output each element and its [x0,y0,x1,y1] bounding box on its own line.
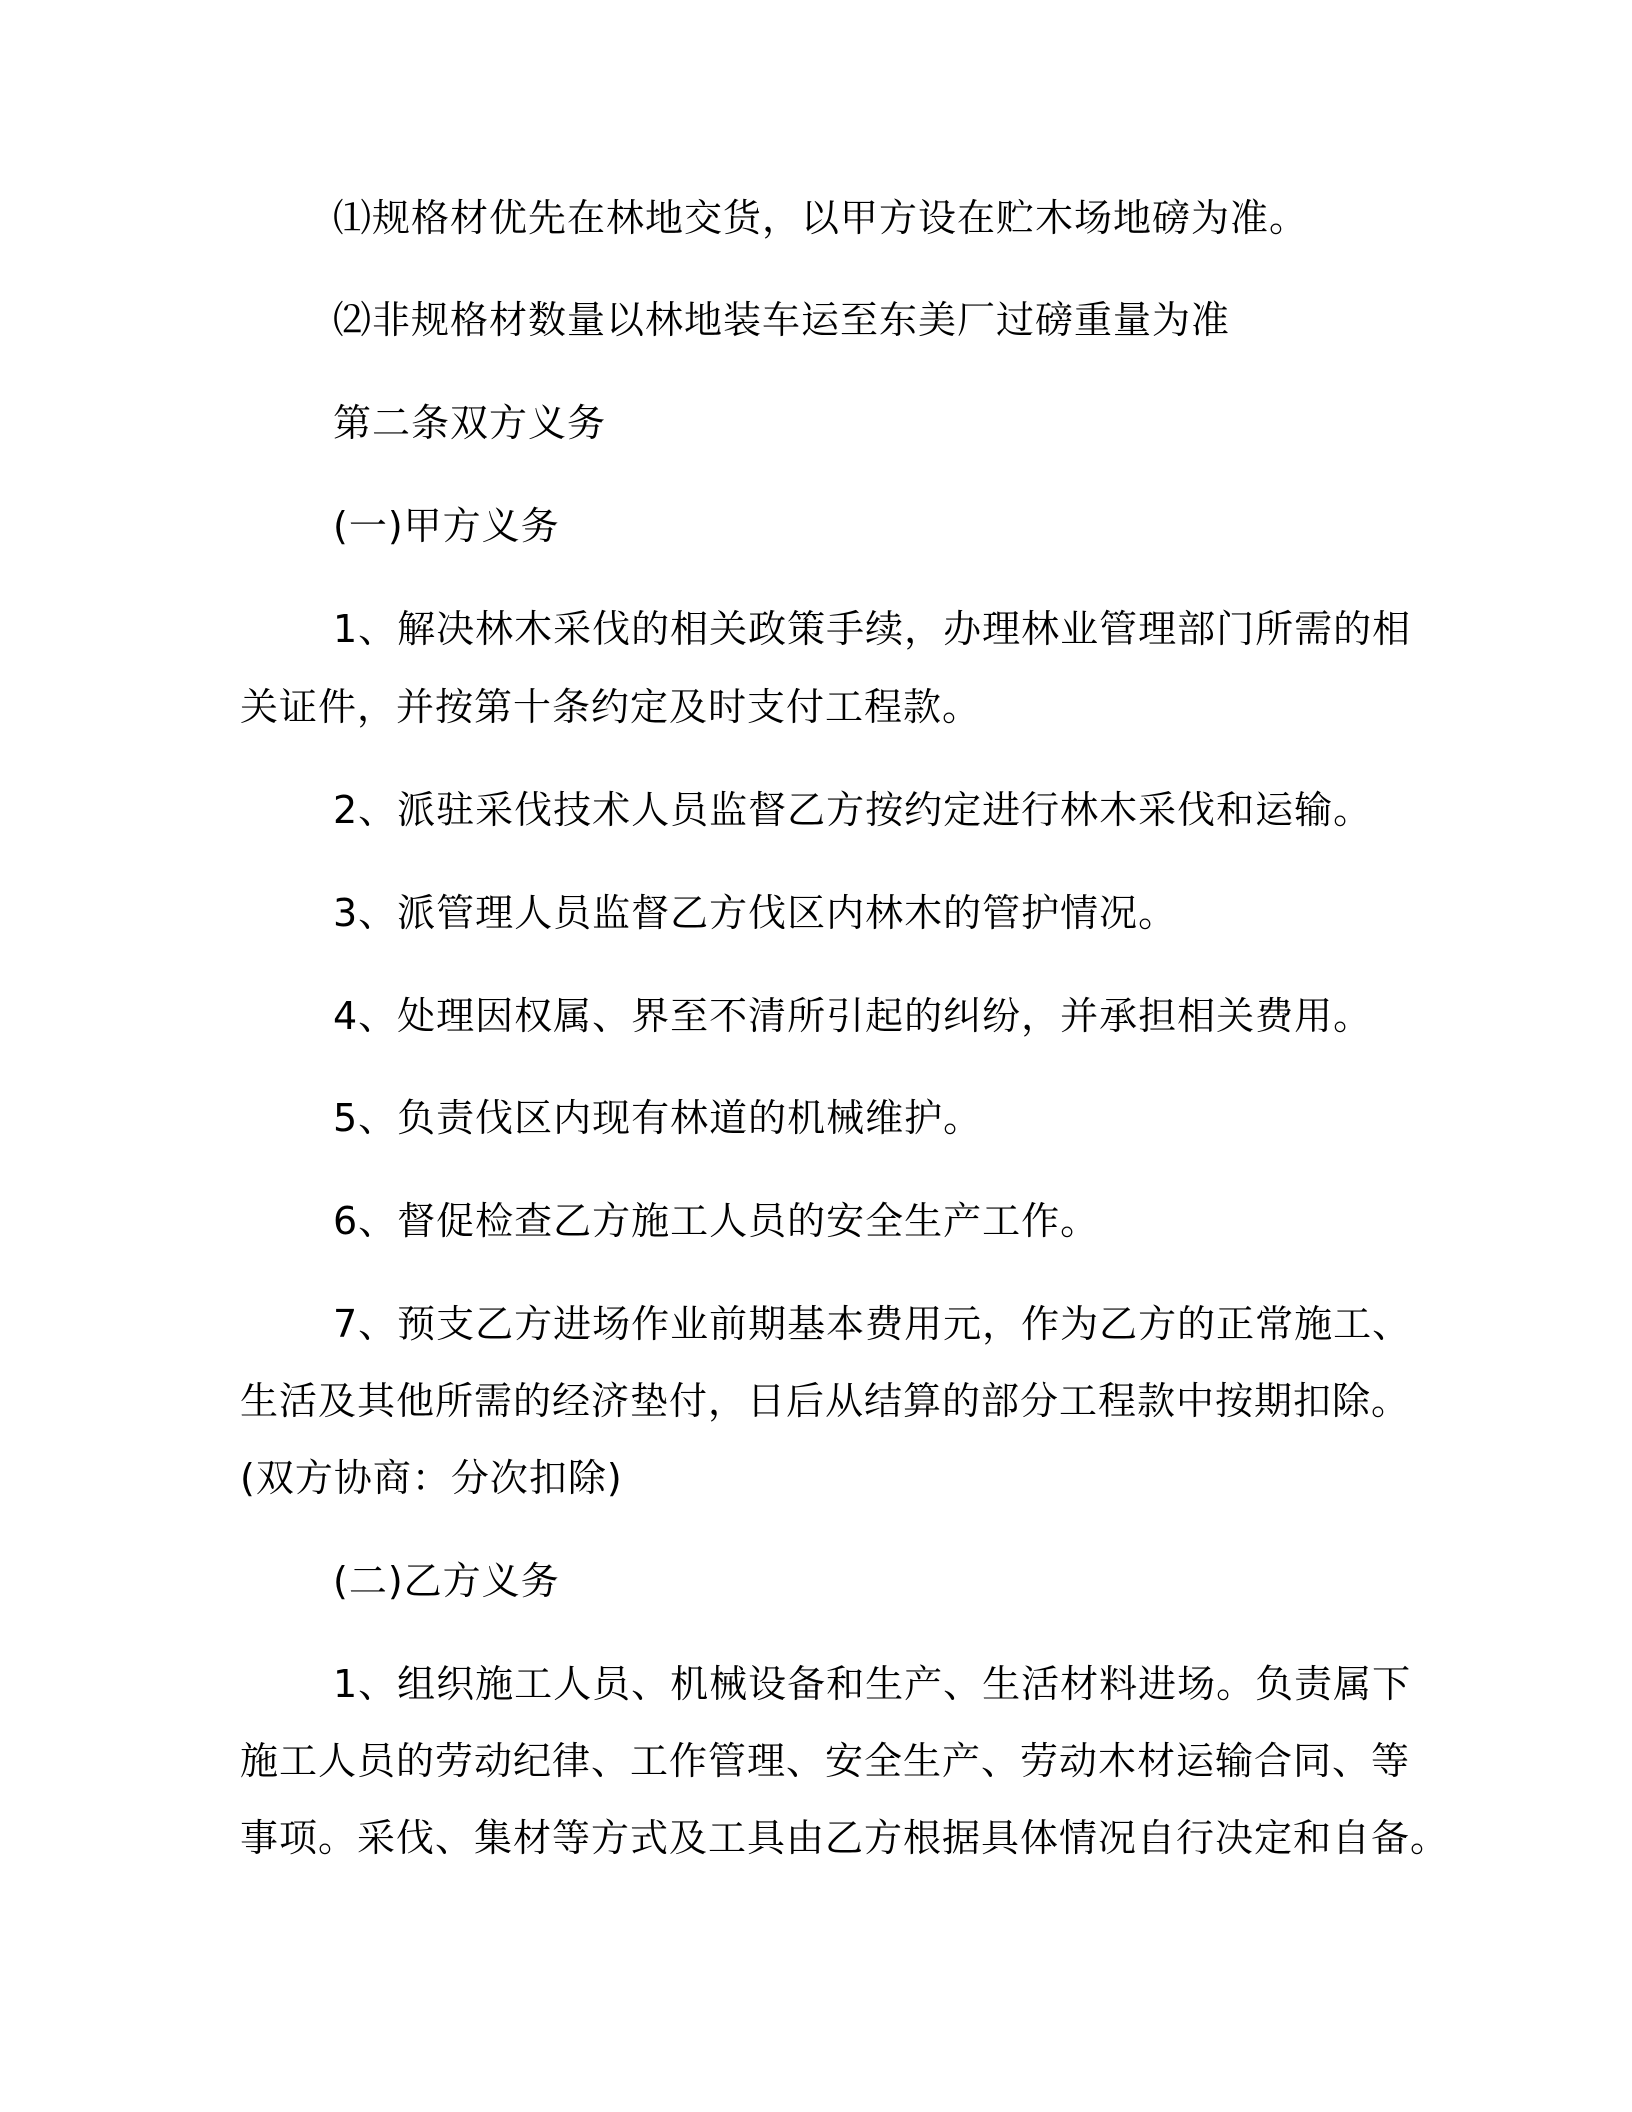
party-a-heading: (一)甲方义务 [333,504,560,548]
party-a-item-7-line-3: (双方协商：分次扣除) [240,1456,623,1500]
party-a-item-4: 4、处理因权属、界至不清所引起的纠纷，并承担相关费用。 [333,994,1373,1038]
party-a-item-7-line-2: 生活及其他所需的经济垫付，日后从结算的部分工程款中按期扣除。 [240,1379,1411,1423]
article-2-heading: 第二条双方义务 [333,401,607,445]
party-a-item-7-line-1: 7、预支乙方进场作业前期基本费用元，作为乙方的正常施工、 [333,1302,1412,1346]
party-a-item-1-line-1: 1、解决林木采伐的相关政策手续，办理林业管理部门所需的相 [333,607,1412,651]
clause-1-2: ⑵非规格材数量以林地装车运至东美厂过磅重量为准 [333,298,1231,342]
party-b-item-1-line-2: 施工人员的劳动纪律、工作管理、安全生产、劳动木材运输合同、等 [240,1739,1411,1783]
party-a-item-1-line-2: 关证件，并按第十条约定及时支付工程款。 [240,685,982,729]
party-a-item-2: 2、派驻采伐技术人员监督乙方按约定进行林木采伐和运输。 [333,788,1373,832]
party-a-item-6: 6、督促检查乙方施工人员的安全生产工作。 [333,1199,1100,1243]
party-b-item-1-line-1: 1、组织施工人员、机械设备和生产、生活材料进场。负责属下 [333,1662,1412,1706]
party-a-item-3: 3、派管理人员监督乙方伐区内林木的管护情况。 [333,891,1178,935]
party-b-heading: (二)乙方义务 [333,1559,560,1603]
party-a-item-5: 5、负责伐区内现有林道的机械维护。 [333,1096,983,1140]
clause-1-1: ⑴规格材优先在林地交货，以甲方设在贮木场地磅为准。 [333,196,1309,240]
party-b-item-1-line-3: 事项。采伐、集材等方式及工具由乙方根据具体情况自行决定和自备。 [240,1816,1450,1860]
